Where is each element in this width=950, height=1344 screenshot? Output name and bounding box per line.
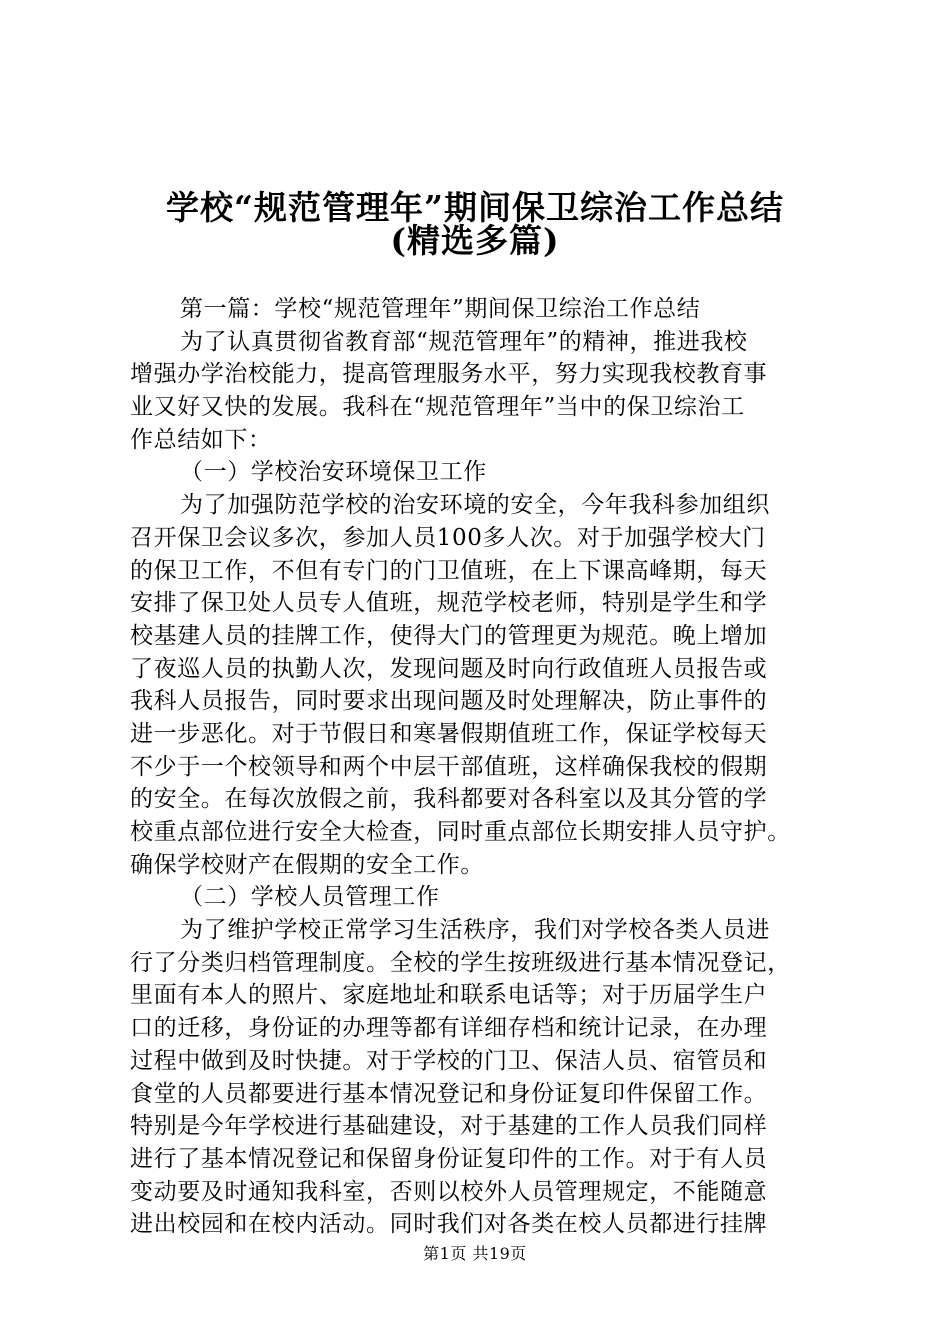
text-line: （一）学校治安环境保卫工作 (180, 459, 487, 486)
text-line: 校重点部位进行安全大检查，同时重点部位长期安排人员守护。 (130, 819, 791, 845)
text-line: 食堂的人员都要进行基本情况登记和身份证复印件保留工作。 (130, 1080, 768, 1107)
text-line: 过程中做到及时快捷。对于学校的门卫、保洁人员、宿管员和 (130, 1047, 768, 1074)
text-line: 里面有本人的照片、家庭地址和联系电话等；对于历届学生户 (130, 982, 768, 1009)
text-line: 召开保卫会议多次，参加人员100多人次。对于加强学校大门 (130, 524, 766, 551)
text-line: 业又好又快的发展。我科在“规范管理年”当中的保卫综治工 (130, 394, 745, 421)
text-line: 的保卫工作，不但有专门的门卫值班，在上下课高峰期，每天 (130, 557, 768, 584)
text-line: 确保学校财产在假期的安全工作。 (130, 851, 484, 878)
text-line: 特别是今年学校进行基础建设，对于基建的工作人员我们同样 (130, 1113, 768, 1140)
document-title: 学校“规范管理年”期间保卫综治工作总结 (166, 188, 784, 227)
document-body (130, 293, 830, 1241)
text-line: 为了加强防范学校的治安环境的安全，今年我科参加组织 (180, 492, 770, 519)
text-line: 的安全。在每次放假之前，我科都要对各科室以及其分管的学 (130, 786, 768, 813)
text-line: 变动要及时通知我科室，否则以校外人员管理规定，不能随意 (130, 1178, 768, 1205)
page-number-footer: 第1页 共19页 (423, 1244, 527, 1263)
text-line: 进一步恶化。对于节假日和寒暑假期值班工作，保证学校每天 (130, 720, 768, 747)
text-line: 作总结如下： (130, 426, 272, 453)
text-line: 增强办学治校能力，提高管理服务水平，努力实现我校教育事 (130, 361, 768, 388)
text-line: 进出校园和在校内活动。同时我们对各类在校人员都进行挂牌 (130, 1211, 768, 1238)
text-line: 第一篇：学校“规范管理年”期间保卫综治工作总结 (180, 296, 701, 322)
text-line: 口的迁移，身份证的办理等都有详细存档和统计记录，在办理 (130, 1015, 768, 1042)
text-line: 安排了保卫处人员专人值班，规范学校老师，特别是学生和学 (130, 590, 768, 617)
text-line: 不少于一个校领导和两个中层干部值班，这样确保我校的假期 (130, 753, 768, 780)
text-line: 为了认真贯彻省教育部“规范管理年”的精神，推进我校 (180, 328, 748, 355)
text-line: 了夜巡人员的执勤人次，发现问题及时向行政值班人员报告或 (130, 655, 768, 682)
text-line: 行了分类归档管理制度。全校的学生按班级进行基本情况登记， (130, 949, 791, 976)
text-line: 进行了基本情况登记和保留身份证复印件的工作。对于有人员 (130, 1145, 768, 1172)
document-subtitle: (精选多篇) (390, 221, 560, 260)
text-line: 我科人员报告，同时要求出现问题及时处理解决，防止事件的 (130, 688, 768, 715)
text-line: 校基建人员的挂牌工作，使得大门的管理更为规范。晚上增加 (130, 622, 768, 649)
text-line: （二）学校人员管理工作 (180, 884, 440, 911)
text-line: 为了维护学校正常学习生活秩序，我们对学校各类人员进 (180, 917, 770, 944)
